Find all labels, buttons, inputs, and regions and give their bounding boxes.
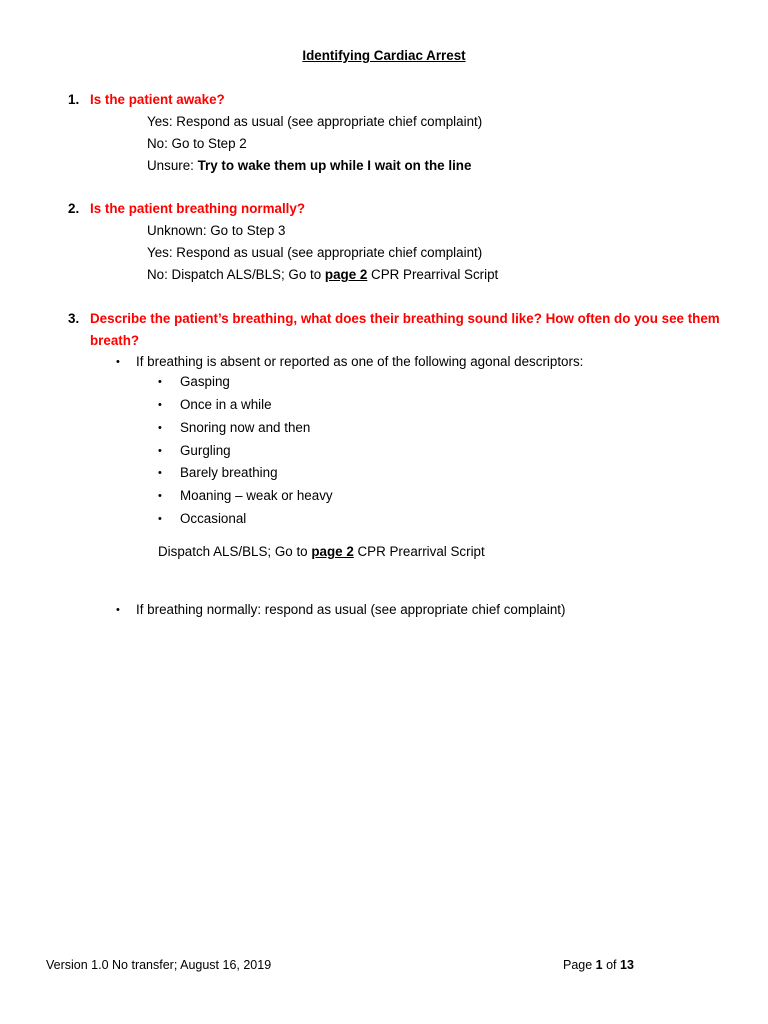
- step-1-answer-no: No: Go to Step 2: [147, 136, 247, 151]
- dispatch-instruction: [158, 541, 485, 563]
- dispatch-prefix: Dispatch ALS/BLS; Go to: [158, 544, 312, 559]
- step-1-question-text: Is the patient awake?: [90, 92, 225, 107]
- bullet-icon: •: [158, 399, 162, 411]
- page-total: 13: [620, 958, 634, 972]
- descriptor-text: Gasping: [180, 374, 230, 389]
- step-2-answer-unknown: Unknown: Go to Step 3: [147, 223, 286, 238]
- bullet-icon: •: [158, 467, 162, 479]
- step-2-number: 2.: [68, 201, 80, 216]
- descriptor-item: [158, 371, 230, 393]
- bullet-icon: •: [158, 422, 162, 434]
- descriptor-item: [158, 485, 333, 507]
- step-1-answer-yes: Yes: Respond as usual (see appropriate chief complaint): [147, 114, 483, 129]
- footer-version: Version 1.0 No transfer; August 16, 2019: [46, 958, 272, 972]
- bullet-icon: •: [158, 445, 162, 457]
- step-2-no-prefix: No: Dispatch ALS/BLS; Go to: [147, 267, 325, 282]
- step-2-no-suffix: CPR Prearrival Script: [367, 267, 499, 282]
- step-3-question-line1: Describe the patient’s breathing, what does their breathing sound like? How often do you see them: [90, 311, 720, 326]
- dispatch-suffix: CPR Prearrival Script: [353, 544, 485, 559]
- page-2-reference: page 2: [311, 544, 354, 559]
- descriptor-text: Once in a while: [180, 397, 272, 412]
- descriptor-item: [158, 462, 278, 484]
- bullet-icon: •: [158, 513, 162, 525]
- bullet-icon: •: [158, 376, 162, 388]
- bullet-breathing-normal: [116, 599, 565, 621]
- descriptor-item: [158, 440, 231, 462]
- descriptor-text: Moaning – weak or heavy: [180, 488, 333, 503]
- descriptor-item: [158, 417, 310, 439]
- step-2-answer-yes: Yes: Respond as usual (see appropriate chief complaint): [147, 245, 483, 260]
- descriptor-item: [158, 394, 272, 416]
- page-of: of: [602, 958, 620, 972]
- unsure-instruction: Try to wake them up while I wait on the line: [197, 158, 472, 173]
- step-3-question: [68, 308, 728, 352]
- bullet-normal-text: If breathing normally: respond as usual (see appropriate chief complaint): [136, 602, 566, 617]
- bullet-absent-text: If breathing is absent or reported as one of the following agonal descriptors:: [136, 354, 584, 369]
- step-2-question: [68, 198, 728, 220]
- descriptor-text: Occasional: [180, 511, 247, 526]
- step-3-question-line2: breath?: [90, 333, 140, 348]
- step-3-number: 3.: [68, 311, 80, 326]
- page-2-reference: page 2: [324, 267, 368, 282]
- page-prefix: Page: [563, 958, 596, 972]
- descriptor-text: Barely breathing: [180, 465, 278, 480]
- page-title: Identifying Cardiac Arrest: [302, 48, 466, 63]
- bullet-breathing-absent: [116, 351, 583, 373]
- descriptor-item: [158, 508, 246, 530]
- step-1-question: [68, 89, 728, 111]
- unsure-label: Unsure:: [147, 158, 198, 173]
- descriptor-text: Gurgling: [180, 443, 231, 458]
- footer-page-number: [563, 958, 634, 972]
- step-1-number: 1.: [68, 92, 80, 107]
- step-2-question-text: Is the patient breathing normally?: [90, 201, 306, 216]
- step-1-answer-unsure: [147, 155, 471, 177]
- page-current: 1: [595, 958, 603, 972]
- bullet-icon: •: [158, 490, 162, 502]
- descriptor-text: Snoring now and then: [180, 420, 311, 435]
- bullet-icon: •: [116, 604, 120, 616]
- bullet-icon: •: [116, 356, 120, 368]
- step-2-answer-no: [147, 264, 498, 286]
